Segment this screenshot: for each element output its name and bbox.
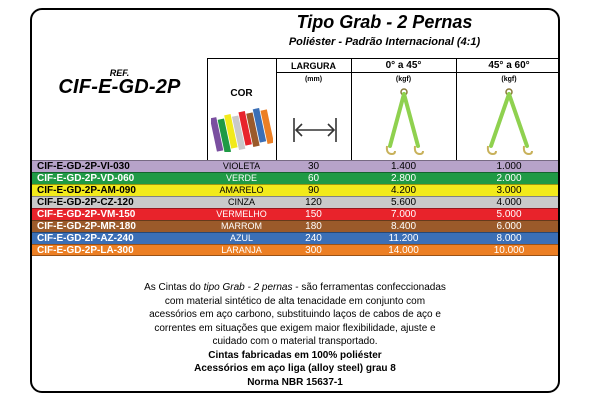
ref-cell: CIF-E-GD-2P-VI-030 xyxy=(37,161,130,172)
table-row xyxy=(32,184,560,196)
column-header-cor: COR xyxy=(230,88,253,99)
spec-text: Acessórios em aço liga (alloy steel) grau 8 xyxy=(194,363,396,374)
column-unit-angle45: (kgf) xyxy=(395,76,412,83)
color-cell: VERMELHO xyxy=(216,209,267,219)
color-cell: MARROM xyxy=(221,221,262,231)
divider xyxy=(351,58,352,160)
capacity-60-cell: 2.000 xyxy=(496,173,522,184)
description-line: correntes em situações que exigem maior flexibilidade, ajuste e xyxy=(154,322,436,334)
width-cell: 240 xyxy=(305,233,322,244)
table-row xyxy=(32,160,560,172)
capacity-60-cell: 1.000 xyxy=(496,161,522,172)
capacity-45-cell: 5.600 xyxy=(390,197,417,208)
ref-cell: CIF-E-GD-2P-AM-090 xyxy=(37,185,136,196)
ref-label: REF. xyxy=(109,68,130,78)
spec-standard xyxy=(50,376,540,390)
width-cell: 90 xyxy=(307,185,320,196)
width-cell: 300 xyxy=(305,245,322,256)
description-line: com material sintético de alta tenacidade em conjunto com xyxy=(164,295,426,307)
spec-material xyxy=(50,349,540,363)
spec-text: Cintas fabricadas em 100% poliéster xyxy=(208,349,382,361)
capacity-45-cell: 8.400 xyxy=(390,221,417,232)
product-description xyxy=(50,281,540,389)
column-unit-largura: (mm) xyxy=(304,76,323,83)
color-cell: CINZA xyxy=(228,197,255,207)
width-cell: 150 xyxy=(305,209,322,220)
capacity-60-cell: 6.000 xyxy=(496,221,522,232)
width-cell: 120 xyxy=(305,197,322,208)
description-line: cuidado com o material transportado. xyxy=(212,336,378,347)
ref-cell: CIF-E-GD-2P-VM-150 xyxy=(37,209,136,220)
width-arrow-icon xyxy=(292,115,338,145)
width-cell: 60 xyxy=(307,173,320,184)
ref-cell: CIF-E-GD-2P-MR-180 xyxy=(37,221,136,232)
capacity-60-cell: 3.000 xyxy=(496,185,522,196)
color-cell: LARANJA xyxy=(221,245,262,255)
ref-cell: CIF-E-GD-2P-CZ-120 xyxy=(37,197,134,208)
product-card xyxy=(30,8,560,393)
page-subtitle: Poliéster - Padrão Internacional (4:1) xyxy=(288,36,481,48)
table-row xyxy=(32,172,560,184)
capacity-60-cell: 8.000 xyxy=(496,233,522,244)
divider xyxy=(207,58,208,160)
color-cell: VERDE xyxy=(225,173,257,183)
width-cell: 30 xyxy=(307,161,320,172)
divider xyxy=(207,58,558,59)
page-title: Tipo Grab - 2 Pernas xyxy=(296,12,473,32)
ref-cell: CIF-E-GD-2P-LA-300 xyxy=(37,245,134,256)
capacity-60-cell: 10.000 xyxy=(493,245,525,256)
capacity-45-cell: 14.000 xyxy=(388,245,419,256)
description-line xyxy=(50,281,540,295)
capacity-60-cell: 5.000 xyxy=(496,209,522,220)
description-text: As Cintas do xyxy=(144,282,204,293)
ref-code: CIF-E-GD-2P xyxy=(58,76,181,98)
table-row xyxy=(32,196,560,208)
capacity-45-cell: 7.000 xyxy=(390,209,417,220)
description-line: acessórios em aço carbono, substituindo laços de cabos de aço e xyxy=(149,309,441,320)
color-cell: AZUL xyxy=(229,233,253,243)
divider xyxy=(456,58,457,160)
sling-colors-image xyxy=(211,108,273,152)
table-row xyxy=(32,220,560,232)
table-row xyxy=(32,208,560,220)
sling-60-icon xyxy=(485,88,533,158)
ref-cell: CIF-E-GD-2P-AZ-240 xyxy=(37,233,134,244)
width-cell: 180 xyxy=(305,221,322,232)
table-row xyxy=(32,232,560,244)
table-row xyxy=(32,244,560,256)
capacity-45-cell: 1.400 xyxy=(390,161,417,172)
ref-cell: CIF-E-GD-2P-VD-060 xyxy=(37,173,135,184)
description-text: - são ferramentas confeccionadas xyxy=(292,282,446,293)
description-emphasis: tipo Grab - 2 pernas xyxy=(203,282,293,293)
spec-accessories xyxy=(50,362,540,376)
column-header-largura: LARGURA xyxy=(291,61,336,71)
divider xyxy=(276,58,277,160)
spec-text: Norma NBR 15637-1 xyxy=(247,376,343,388)
sling-45-icon xyxy=(382,88,426,158)
capacity-60-cell: 4.000 xyxy=(496,197,522,208)
column-header-angle45: 0° a 45° xyxy=(385,60,422,71)
color-cell: AMARELO xyxy=(219,185,264,195)
sling-table xyxy=(32,160,560,256)
capacity-45-cell: 11.200 xyxy=(388,233,419,244)
column-header-angle60: 45° a 60° xyxy=(488,60,530,71)
column-unit-angle60: (kgf) xyxy=(501,76,517,83)
divider xyxy=(276,72,558,73)
reference-header xyxy=(32,10,207,160)
capacity-45-cell: 2.800 xyxy=(390,173,417,184)
capacity-45-cell: 4.200 xyxy=(390,185,417,196)
color-cell: VIOLETA xyxy=(222,161,261,171)
